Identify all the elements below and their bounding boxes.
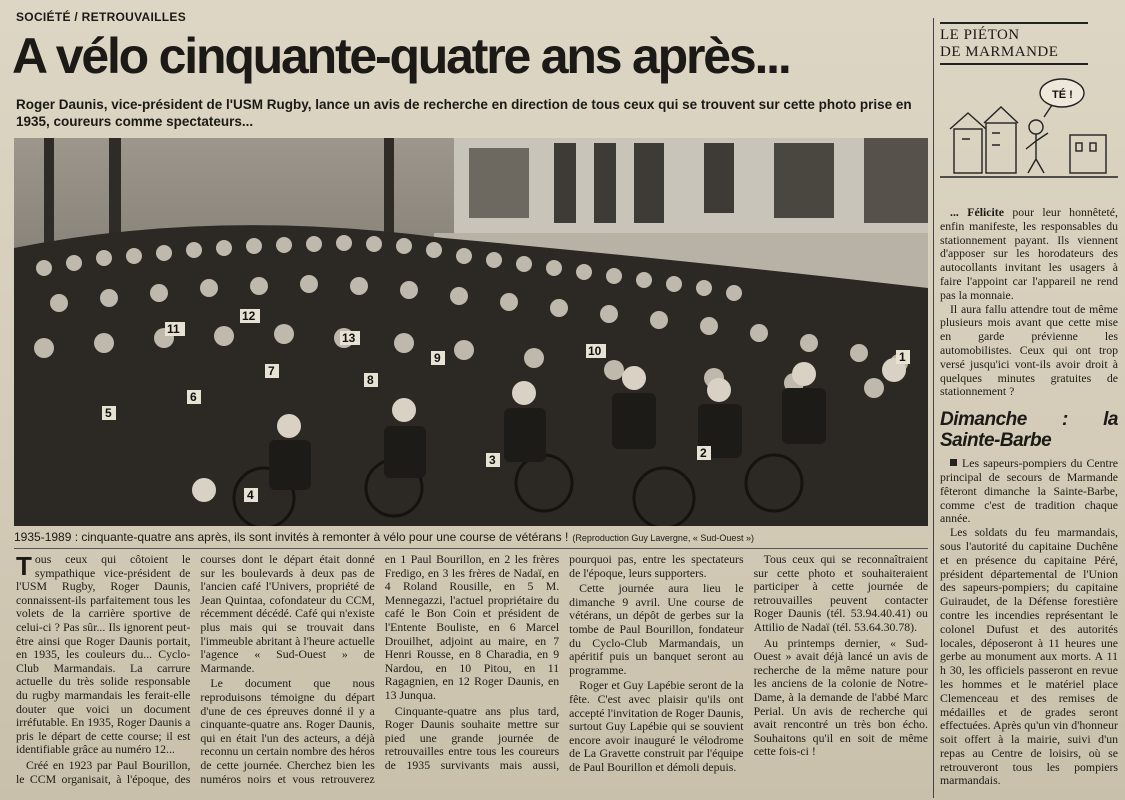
- column-title-line-1: LE PIÉTON: [940, 27, 1020, 43]
- sidebar-subheading: Dimanche : la Sainte-Barbe: [940, 409, 1118, 452]
- body-paragraph-4: Cinquante-quatre ans plus tard, Roger Daunis souhaite mettre sur pied une grande journée de retrouvailles entre tous les coureurs de 1935 survivants mais aussi, pourquoi pas, entre les spectateurs de l'époque, leurs supporters.: [384, 553, 744, 772]
- body-paragraph-6: Roger et Guy Lapébie seront de la fête. C'est avec plaisir qu'ils ont accepté l'invitation de Roger Daunis, surtout Guy Lapébie qui se souvient encore avoir inauguré le vélodrome de La Gravette construit par l'équipe de Paul Bourillon et démoli depuis.: [569, 678, 744, 774]
- sidebar-paragraph-2: Il aura fallu attendre tout de même plusieurs mois avant que cette mise en garde prévienne les automobilistes. Ceux qui ont trop versé jusqu'ici vont-ils avoir droit à quelques minutes gratuites de stationnement ?: [940, 301, 1118, 399]
- body-paragraph-1: Tous ceux qui côtoient le sympathique vice-président de l'USM Rugby, Roger Daunis, connaissent-ils parfaitement tous les volets de la carrière sportive de celui-ci ? Pas sûr... Ils ignorent peut-être ainsi que Roger Daunis portait, en 1935, les couleurs du... Cyclo-Club Marmandais. La carrure actuelle du très solide responsable du rugby marmandais les ferait-elle douter que voici un document irréfutable. En 1935, Roger Daunis a pris le départ de cette course; il est identifiable grâce au numéro 12...: [16, 553, 191, 757]
- drop-cap: T: [16, 553, 32, 581]
- sidebar-text: [940, 206, 1118, 788]
- body-paragraph-5: Cette journée aura lieu le dimanche 9 avril. Une course de vétérans, un dépôt de gerbes sur la tombe de Paul Bourillon, fondateur du Cyclo-Club Marmandais, un apéritif puis un banquet seront au programme.: [569, 581, 744, 677]
- column-title: [940, 22, 1088, 65]
- caption-divider: [14, 548, 928, 549]
- bib-number-5: 5: [105, 406, 112, 420]
- body-paragraph-3: Le document que nous reproduisons témoigne du départ d'une de ces épreuves donné il y a cinquante-quatre ans. Roger Daunis, qui en était l'un des acteurs, a déjà reconnu un certain nombre des héros de cette journée. Cherchez bien les numéros noirs et vous retrouverez en 1 Paul Bourillon, en 2 les frères Fredigo, en 3 les frères de Nadaï, en 4 Roland Rousille, en 5 M. Mennegazzi, l'actuel propriétaire du café le Bon Coin et président de l'Entente Bouliste, en 6 Marcel Drouilhet, adjoint au maire, en 7 Henri Rousse, en 8 Charadia, en 9 Nardou, en 10 Pitou, en 11 Ragagnien, en 12 Roger Daunis, en 13 Junqua.: [200, 553, 560, 786]
- bib-number-6: 6: [190, 390, 197, 404]
- crowd-photo-illustration: [14, 138, 928, 526]
- bib-number-8: 8: [367, 373, 374, 387]
- bib-number-7: 7: [268, 364, 275, 378]
- sidebar-paragraph-4: Les soldats du feu marmandais, sous l'autorité du capitaine Duchêne et en présence du capitaine Péré, président départemental de l'Union des sapeurs-pompiers; du capitaine Guiraudet, de la Défense forestière contre les incendies représentant le colonel Dufust et des autorités locales, déposeront à 11 heures une gerbe au monument aux morts. A 11 h 30, les officiels passeront en revue les hommes et le matériel place Clemenceau et des remises de médailles et de grades seront effectuées. Après qu'un vin d'honneur soit offert à la mairie, suivi d'un repas au Centre de loisirs, où se retrouveront tous les pompiers marmandais.: [940, 525, 1118, 788]
- bib-number-2: 2: [700, 446, 707, 460]
- bib-number-1: 1: [899, 350, 906, 364]
- body-paragraph-8: Au printemps dernier, « Sud-Ouest » avait déjà lancé un avis de recherche de la même nature pour les anciens de la colonie de Notre-Dame, à la demande de l'abbé Marc Perial. Un avis de recherche qui avait rencontré un très bon écho. Souhaitons qu'il en soit de même cette fois-ci !: [753, 635, 928, 759]
- pedestrian-cartoon: [940, 73, 1118, 201]
- bib-number-11: 11: [167, 322, 180, 336]
- article-body: [16, 553, 928, 798]
- cartoon-speech: TÉ !: [1052, 89, 1073, 101]
- section-rubric: SOCIÉTÉ / RETROUVAILLES: [16, 10, 187, 24]
- square-bullet-icon: [950, 459, 957, 466]
- body-paragraph-2: Créé en 1923 par Paul Bourillon, le CCM organisait, à l'époque, des courses dont le départ était donné sur les boulevards à deux pas de l'ancien café l'Univers, propriété de Jean Quintaa, cofondateur du CCM, récemment décédé. Café qui n'existe plus mais qui se trouvait dans l'immeuble abritant à l'heure actuelle l'agence « Sud-Ouest » de Marmande.: [16, 553, 375, 786]
- photo-credit: (Reproduction Guy Lavergne, « Sud-Ouest »): [572, 533, 754, 543]
- article-headline: A vélo cinquante-quatre ans après...: [12, 28, 790, 84]
- bib-number-3: 3: [489, 453, 496, 467]
- bib-number-10: 10: [588, 344, 602, 358]
- body-paragraph-7: Tous ceux qui se reconnaîtraient sur cette photo et souhaiteraient participer à cette journée de retrouvailles peuvent contacter Roger Daunis (tél. 53.94.40.41) ou Attilio de Nadaï (tél. 53.64.30.78).: [753, 553, 928, 634]
- column-title-line-2: DE MARMANDE: [940, 44, 1059, 60]
- bib-number-13: 13: [342, 331, 356, 345]
- bib-number-4: 4: [247, 488, 254, 502]
- bib-number-12: 12: [242, 309, 256, 323]
- column-divider: [933, 18, 934, 798]
- archive-photo: [14, 138, 928, 526]
- bib-number-9: 9: [434, 351, 441, 365]
- photo-caption: [14, 530, 928, 544]
- caption-text: 1935-1989 : cinquante-quatre ans après, ils sont invités à remonter à vélo pour une course de vétérans !: [14, 530, 569, 544]
- sidebar-column: [940, 22, 1118, 788]
- article-lede: Roger Daunis, vice-président de l'USM Rugby, lance un avis de recherche en direction de tous ceux qui se trouvent sur cette photo prise en 1935, coureurs comme spectateurs...: [16, 97, 912, 129]
- sidebar-paragraph-3: Les sapeurs-pompiers du Centre principal de secours de Marmande fêteront dimanche la Sainte-Barbe, comme c'est de tradition chaque année.: [940, 456, 1118, 526]
- sidebar-paragraph-1: ... Félicite pour leur honnêteté, enfin manifeste, les responsables du stationnement payant. Ils viennent d'apposer sur les horodateurs des autocollants invitant les usagers à faire l'appoint car l'appareil ne rend pas la monnaie.: [940, 205, 1118, 302]
